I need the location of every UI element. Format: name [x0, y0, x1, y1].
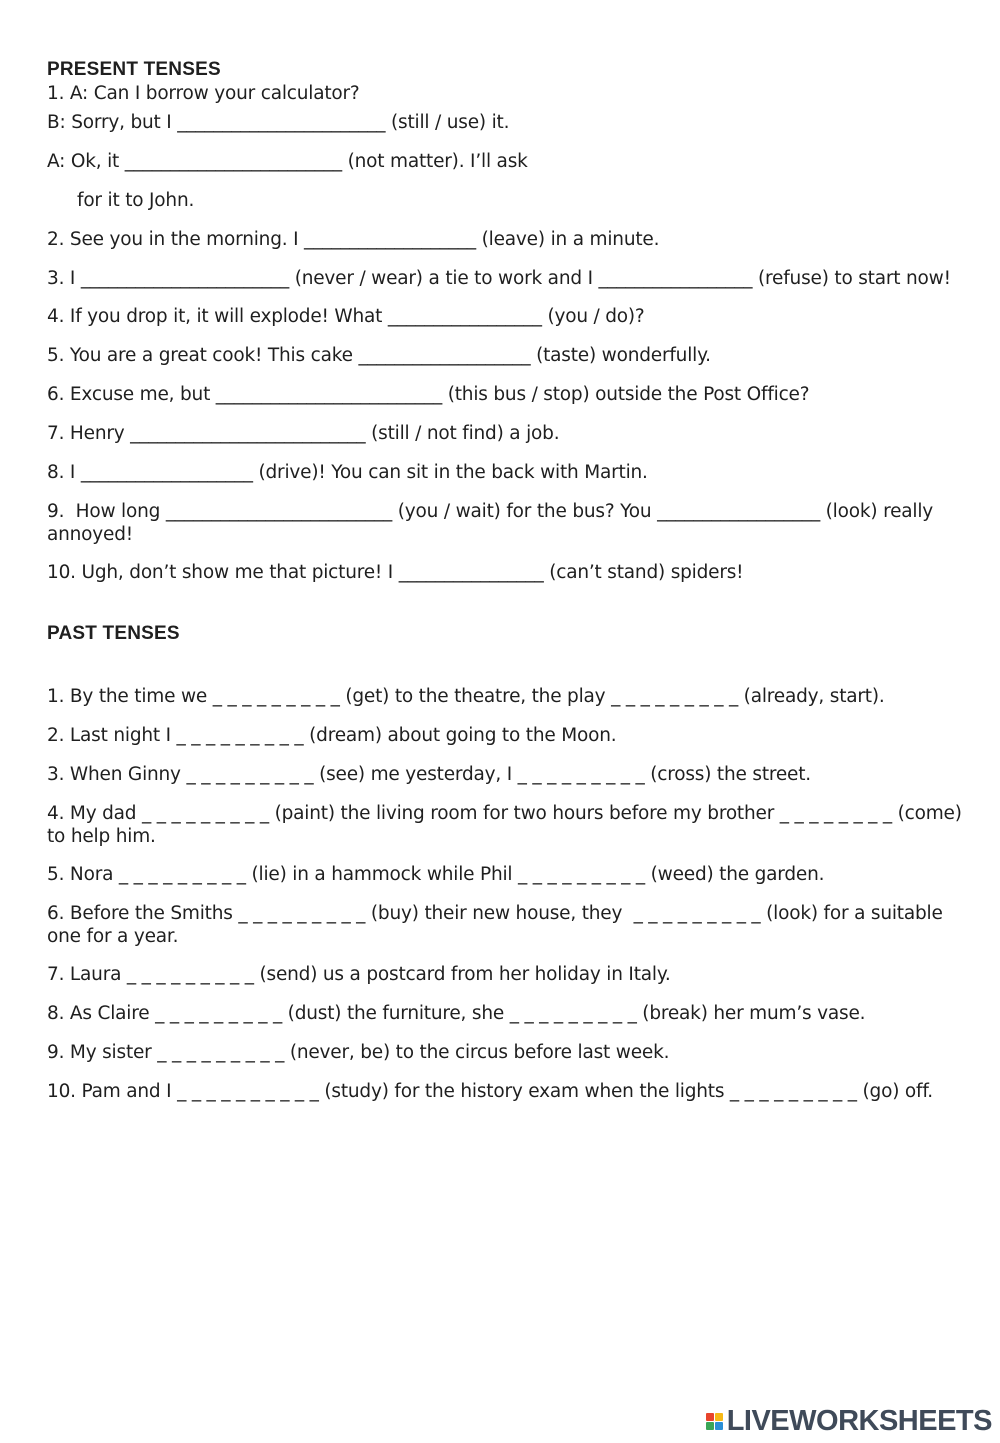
present-line-5: 5. You are a great cook! This cake ___________________ (taste) wonderfully.	[47, 345, 711, 366]
present-line-1d: for it to John.	[77, 190, 195, 211]
logo-square-icon	[706, 1422, 714, 1430]
present-line-7: 7. Henry __________________________ (still / not find) a job.	[47, 423, 560, 444]
past-line-6: 6. Before the Smiths _ _ _ _ _ _ _ _ _ (buy) their new house, they _ _ _ _ _ _ _ _ _ (look) for a suitable one for a year.	[47, 903, 949, 947]
logo-square-icon	[706, 1413, 714, 1421]
liveworksheets-logo-text: LIVEWORKSHEETS	[726, 1404, 992, 1437]
present-line-9: 9. How long _________________________ (you / wait) for the bus? You __________________ (look) really annoyed!	[47, 501, 939, 545]
past-line-5: 5. Nora _ _ _ _ _ _ _ _ _ (lie) in a hammock while Phil _ _ _ _ _ _ _ _ _ (weed) the garden.	[47, 864, 825, 885]
present-line-1b: B: Sorry, but I _______________________ (still / use) it.	[47, 112, 510, 133]
present-line-1c: A: Ok, it ________________________ (not matter). I’ll ask	[47, 151, 528, 172]
logo-square-icon	[715, 1422, 723, 1430]
present-line-6: 6. Excuse me, but _________________________ (this bus / stop) outside the Post Office?	[47, 384, 810, 405]
present-line-2: 2. See you in the morning. I ___________________ (leave) in a minute.	[47, 229, 660, 250]
past-line-8: 8. As Claire _ _ _ _ _ _ _ _ _ (dust) the furniture, she _ _ _ _ _ _ _ _ _ (break) her mum’s vase.	[47, 1003, 866, 1024]
past-tenses-heading: PAST TENSES	[47, 623, 180, 644]
logo-square-icon	[715, 1413, 723, 1421]
past-line-4: 4. My dad _ _ _ _ _ _ _ _ _ (paint) the living room for two hours before my brother _ _ _ _ _ _ _ _ (come) to help him.	[47, 803, 968, 847]
present-tenses-heading: PRESENT TENSES	[47, 59, 221, 80]
past-line-2: 2. Last night I _ _ _ _ _ _ _ _ _ (dream) about going to the Moon.	[47, 725, 617, 746]
present-line-8: 8. I ___________________ (drive)! You can sit in the back with Martin.	[47, 462, 648, 483]
liveworksheets-logo[interactable]	[706, 1405, 992, 1437]
present-line-10: 10. Ugh, don’t show me that picture! I ________________ (can’t stand) spiders!	[47, 562, 744, 583]
past-line-10: 10. Pam and I _ _ _ _ _ _ _ _ _ _ (study) for the history exam when the lights _ _ _ _ _ _ _ _ _ (go) off.	[47, 1081, 933, 1102]
past-line-3: 3. When Ginny _ _ _ _ _ _ _ _ _ (see) me yesterday, I _ _ _ _ _ _ _ _ _ (cross) the street.	[47, 764, 811, 785]
present-line-4: 4. If you drop it, it will explode! What _________________ (you / do)?	[47, 306, 645, 327]
past-line-1: 1. By the time we _ _ _ _ _ _ _ _ _ (get) to the theatre, the play _ _ _ _ _ _ _ _ _ (already, start).	[47, 686, 885, 707]
worksheet-page	[47, 58, 967, 1118]
past-line-9: 9. My sister _ _ _ _ _ _ _ _ _ (never, be) to the circus before last week.	[47, 1042, 670, 1063]
present-line-3: 3. I _______________________ (never / wear) a tie to work and I _________________ (refuse) to start now!	[47, 268, 951, 289]
liveworksheets-logo-icon	[706, 1413, 723, 1430]
present-line-1a: 1. A: Can I borrow your calculator?	[47, 83, 360, 104]
past-line-7: 7. Laura _ _ _ _ _ _ _ _ _ (send) us a postcard from her holiday in Italy.	[47, 964, 671, 985]
